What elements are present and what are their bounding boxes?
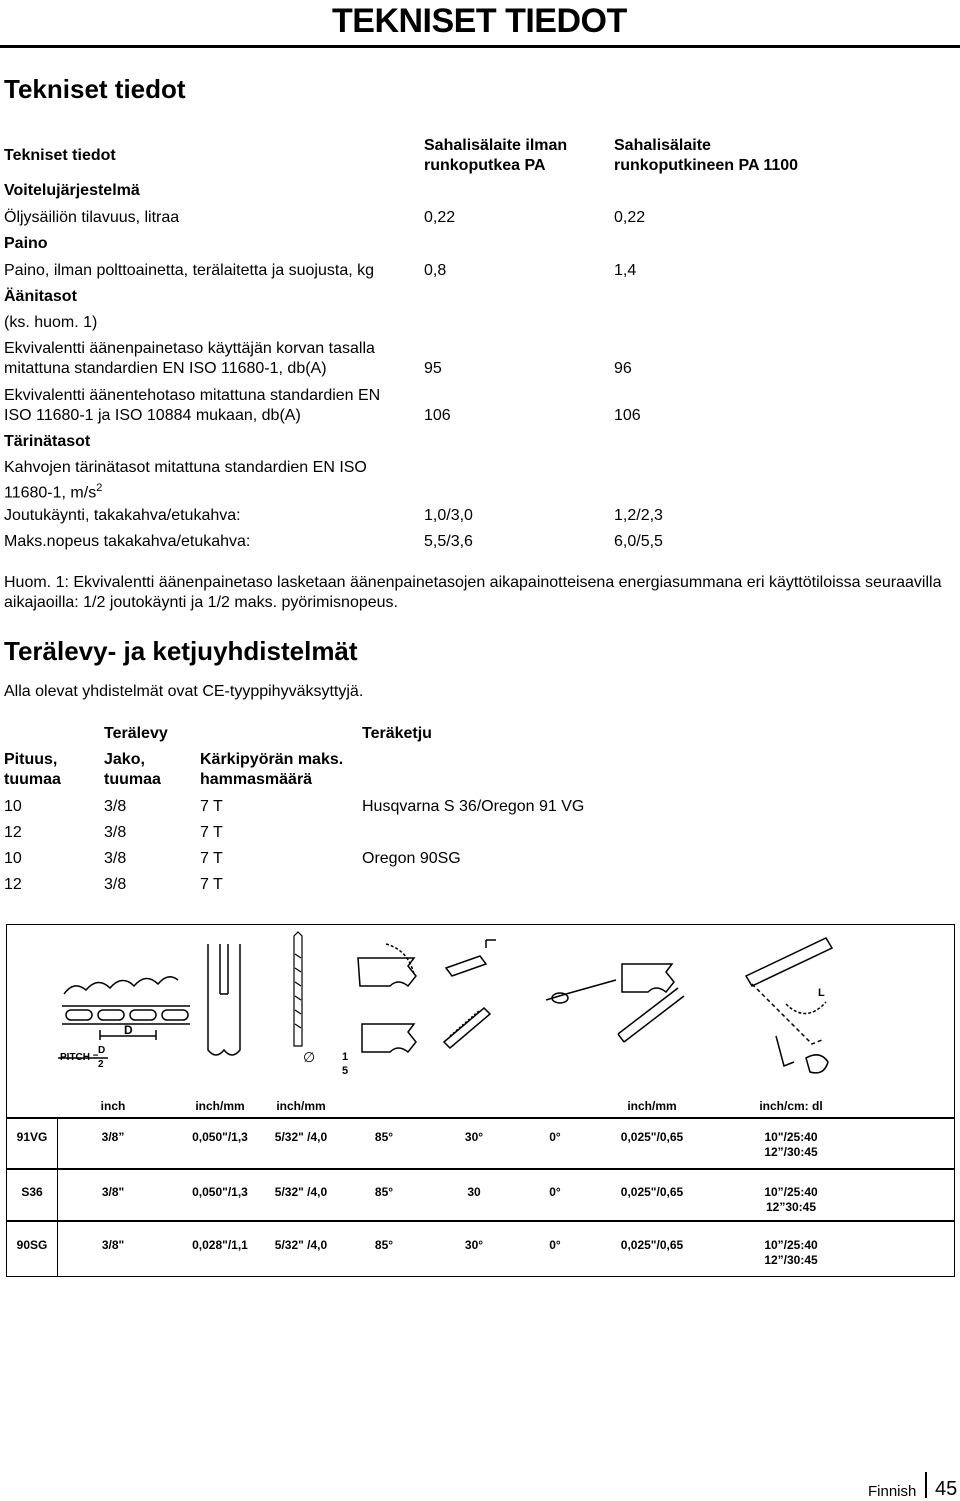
- maxspeed-value-1: 5,5/3,6: [424, 533, 473, 550]
- oil-heading: Voitelujärjestelmä: [4, 182, 140, 199]
- label-fifth-bot: 5: [342, 1065, 349, 1077]
- noise1-value-1: 95: [424, 360, 442, 377]
- header-length-line2: tuumaa: [4, 771, 61, 788]
- footer-language: Finnish: [868, 1483, 917, 1500]
- combo-row-3-pitch: 3/8: [104, 850, 127, 867]
- maxspeed-value-2: 6,0/5,5: [614, 533, 663, 550]
- cutter-top-angle-icon: [358, 940, 496, 986]
- gauge-icon: [208, 944, 240, 1055]
- header-pitch-line1: Jako,: [104, 751, 145, 768]
- gauge-cell: 0,050"/1,3: [192, 1185, 248, 1199]
- combo-row-2-pitch: 3/8: [104, 824, 127, 841]
- angle2-cell: 30: [467, 1185, 481, 1199]
- header-teeth-line1: Kärkipyörän maks.: [200, 751, 344, 768]
- label-l: L: [818, 987, 825, 999]
- noise2-label-line1: Ekvivalentti äänentehotaso mitattuna standardien EN: [4, 387, 381, 404]
- noise2-value-1: 106: [424, 407, 451, 424]
- depth-gauge-icon: [546, 964, 684, 1042]
- col-header-1-line2: runkoputkea PA: [424, 157, 546, 174]
- cutter-file-icon: [362, 1008, 490, 1052]
- angle3-cell: 0°: [549, 1185, 561, 1199]
- dl-cell-2: 12”/30:45: [764, 1145, 818, 1159]
- col-header-2-line2: runkoputkineen PA 1100: [614, 157, 799, 174]
- noise1-label-line2: mitattuna standardien EN ISO 11680-1, db(A): [4, 360, 327, 377]
- file-cell: 5/32" /4,0: [274, 1185, 328, 1199]
- group-header-bar: Terälevy: [104, 725, 168, 742]
- chain-pitch-icon: [58, 977, 190, 1058]
- header-rule: [0, 45, 960, 48]
- noise1-label-line1: Ekvivalentti äänenpainetaso käyttäjän korvan tasalla: [4, 340, 375, 357]
- angle3-cell: 0°: [549, 1238, 561, 1252]
- label-pitch-frac-bot: 2: [98, 1059, 104, 1070]
- label-fifth-top: 1: [342, 1051, 349, 1063]
- noise2-label-line2: ISO 11680-1 ja ISO 10884 mukaan, db(A): [4, 407, 301, 424]
- label-pitch: PITCH =: [60, 1052, 99, 1063]
- header-teeth-line2: hammasmäärä: [200, 771, 313, 788]
- angle1-cell: 85°: [374, 1238, 394, 1252]
- oil-value-2: 0,22: [614, 209, 646, 226]
- round-file-icon: [294, 932, 302, 1046]
- weight-value-1: 0,8: [424, 262, 447, 279]
- combo-row-1-chain: Husqvarna S 36/Oregon 91 VG: [362, 798, 585, 815]
- unit-file: inch/mm: [276, 1099, 326, 1113]
- depth-cell: 0,025"/0,65: [620, 1238, 684, 1252]
- depth-cell: 0,025"/0,65: [620, 1185, 684, 1199]
- vibration-label-line1: Kahvojen tärinätasot mitattuna standardien EN ISO: [4, 459, 367, 476]
- footnote: Huom. 1: Ekvivalentti äänenpainetaso lasketaan äänenpainetasojen aikapainotteisena energiasummana eri käyttötiloissa seuraavilla aikajaoilla: 1/2 joutokäynti ja 1/2 maks. pyörimisnopeus.: [4, 574, 942, 611]
- unit-depth: inch/mm: [627, 1099, 677, 1113]
- model-cell: S36: [21, 1185, 43, 1199]
- idle-value-1: 1,0/3,0: [424, 507, 473, 524]
- model-cell: 90SG: [16, 1238, 48, 1252]
- weight-heading: Paino: [4, 235, 48, 252]
- dl-cell-2: 12”30:45: [765, 1200, 817, 1214]
- table-col-divider-model: [57, 1117, 58, 1277]
- page-number: 45: [935, 1478, 958, 1500]
- group-header-chain: Teräketju: [362, 725, 432, 742]
- col-header-0: Tekniset tiedot: [4, 147, 116, 164]
- angle2-cell: 30°: [464, 1238, 484, 1252]
- col-header-1-line1: Sahalisälaite ilman: [424, 137, 568, 154]
- vibration-heading: Tärinätasot: [4, 433, 91, 450]
- weight-value-2: 1,4: [614, 262, 637, 279]
- angle3-cell: 0°: [549, 1130, 561, 1144]
- vibration-unit-sup: 2: [96, 482, 103, 494]
- depth-cell: 0,025"/0,65: [620, 1130, 684, 1144]
- table-rule-row1: [6, 1168, 955, 1170]
- combo-row-3-length: 10: [4, 850, 22, 867]
- unit-dl: inch/cm: dl: [759, 1099, 823, 1113]
- file-cell: 5/32" /4,0: [274, 1130, 328, 1144]
- maxspeed-label: Maks.nopeus takakahva/etukahva:: [4, 533, 251, 550]
- angle1-cell: 85°: [374, 1185, 394, 1199]
- footer-divider: [925, 1472, 927, 1498]
- pitch-cell: 3/8": [101, 1238, 125, 1252]
- idle-value-2: 1,2/2,3: [614, 507, 663, 524]
- combo-row-4-pitch: 3/8: [104, 876, 127, 893]
- dl-cell-1: 10"/25:40: [764, 1130, 818, 1144]
- idle-label: Joutukäynti, takakahva/etukahva:: [4, 507, 241, 524]
- table-rule-row2: [6, 1220, 955, 1222]
- header-length-line1: Pituus,: [4, 751, 58, 768]
- dl-cell-2: 12”/30:45: [764, 1253, 818, 1267]
- noise-heading: Äänitasot: [4, 288, 77, 305]
- oil-value-1: 0,22: [424, 209, 456, 226]
- section-title-combinations: Terälevy- ja ketjuyhdistelmät: [4, 636, 358, 666]
- combo-row-1-teeth: 7 T: [200, 798, 223, 815]
- combo-row-4-length: 12: [4, 876, 22, 893]
- combo-row-1-length: 10: [4, 798, 22, 815]
- diameter-icon: ∅: [303, 1049, 316, 1065]
- angle1-cell: 85°: [374, 1130, 394, 1144]
- file-cell: 5/32" /4,0: [274, 1238, 328, 1252]
- oil-label: Öljysäiliön tilavuus, litraa: [4, 209, 180, 226]
- noise2-value-2: 106: [614, 407, 641, 424]
- weight-label: Paino, ilman polttoainetta, terälaitetta ja suojusta, kg: [4, 262, 374, 279]
- gauge-cell: 0,050"/1,3: [192, 1130, 248, 1144]
- col-header-2-line1: Sahalisälaite: [614, 137, 711, 154]
- combo-row-1-pitch: 3/8: [104, 798, 127, 815]
- unit-pitch: inch: [100, 1099, 126, 1113]
- gauge-cell: 0,028"/1,1: [192, 1238, 248, 1252]
- combo-row-2-teeth: 7 T: [200, 824, 223, 841]
- pitch-cell: 3/8”: [101, 1130, 125, 1144]
- pitch-cell: 3/8": [101, 1185, 125, 1199]
- label-pitch-frac-top: D: [98, 1045, 106, 1056]
- vibration-label-line2: [4, 478, 102, 503]
- combinations-intro: Alla olevat yhdistelmät ovat CE-tyyppihyväksyttyjä.: [4, 683, 364, 700]
- combo-row-3-chain: Oregon 90SG: [362, 850, 461, 867]
- unit-gauge: inch/mm: [195, 1099, 245, 1113]
- label-d: D: [124, 1023, 133, 1037]
- dl-cell-1: 10”/25:40: [764, 1238, 818, 1252]
- combo-row-2-length: 12: [4, 824, 22, 841]
- chain-diagrams: [6, 924, 955, 1118]
- vibration-unit: 11680-1, m/s: [4, 484, 97, 502]
- angle2-cell: 30°: [464, 1130, 484, 1144]
- combo-row-3-teeth: 7 T: [200, 850, 223, 867]
- bar-chain-icon: [746, 938, 832, 1073]
- section-title-tekniset-tiedot: Tekniset tiedot: [4, 74, 186, 104]
- header-pitch-line2: tuumaa: [104, 771, 161, 788]
- noise-ref: (ks. huom. 1): [4, 314, 98, 331]
- page-header-title: TEKNISET TIEDOT: [332, 2, 627, 40]
- noise1-value-2: 96: [614, 360, 632, 377]
- dl-cell-1: 10”/25:40: [764, 1185, 818, 1199]
- combo-row-4-teeth: 7 T: [200, 876, 223, 893]
- model-cell: 91VG: [16, 1130, 48, 1144]
